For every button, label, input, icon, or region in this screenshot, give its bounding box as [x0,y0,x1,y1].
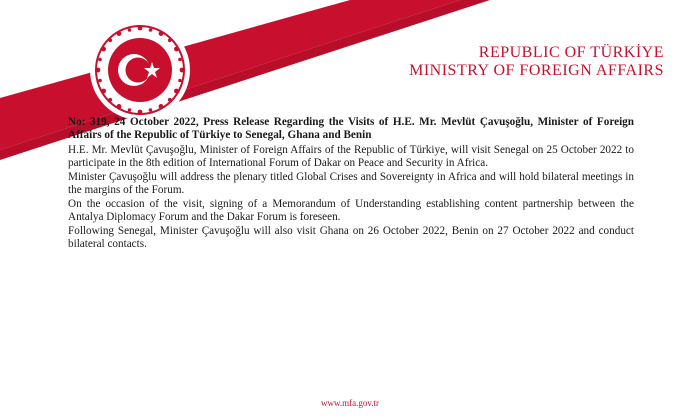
header-country: REPUBLIC OF TÜRKİYE [478,44,664,61]
press-release-body [68,116,634,252]
ministry-seal-icon [88,18,192,122]
header-ministry: MINISTRY OF FOREIGN AFFAIRS [409,62,664,80]
paragraph: Minister Çavuşoğlu will address the plenary titled Global Crises and Sovereignty in Africa and will hold bilateral meetings in the margins of the Forum. [68,171,634,196]
paragraph: H.E. Mr. Mevlüt Çavuşoğlu, Minister of Foreign Affairs of the Republic of Türkiye, will visit Senegal on 25 October 2022 to participate in the 8th edition of International Forum of Dakar on Peace and Security in Africa. [68,144,634,169]
paragraph: On the occasion of the visit, signing of a Memorandum of Understanding establishing content partnership between the Antalya Diplomacy Forum and the Dakar Forum is foreseen. [68,198,634,223]
press-release-title: No: 319, 24 October 2022, Press Release Regarding the Visits of H.E. Mr. Mevlüt Çavuşoğlu, Minister of Foreign Affairs of the Republic of Türkiye to Senegal, Ghana and Benin [68,116,634,141]
ministry-header [409,44,664,81]
footer-url[interactable]: www.mfa.gov.tr [320,398,380,408]
paragraph: Following Senegal, Minister Çavuşoğlu will also visit Ghana on 26 October 2022, Benin on 27 October 2022 and conduct bilateral contacts. [68,225,634,250]
